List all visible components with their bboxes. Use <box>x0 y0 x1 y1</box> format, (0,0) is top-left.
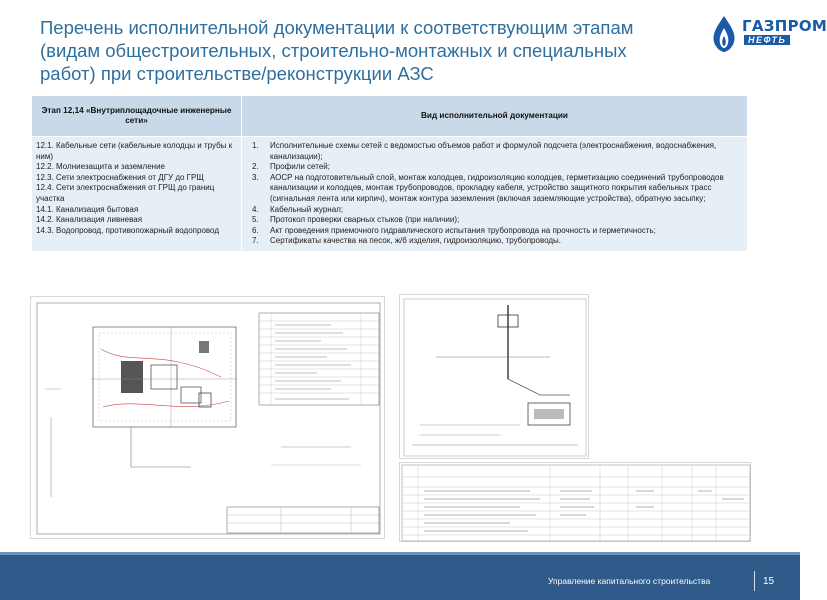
profile-image <box>400 295 590 460</box>
stages-cell <box>32 137 242 252</box>
document-number: 3. <box>252 172 259 182</box>
slide-title <box>40 16 680 85</box>
document-text: Сертификаты качества на песок, ж/б изделия, гидроизоляцию, трубопроводы. <box>270 236 562 246</box>
flame-icon <box>706 14 742 54</box>
stage-item: 12.2. Молниезащита и заземление <box>36 162 165 172</box>
site-plan-drawing <box>30 296 385 539</box>
profile-drawing <box>399 294 589 459</box>
logo-line-1: ГАЗПРОМ <box>742 17 827 35</box>
stage-item: 12.1. Кабельные сети (кабельные колодцы и трубы к ним) <box>36 141 233 161</box>
document-text: Кабельный журнал; <box>270 204 344 214</box>
documents-cell <box>242 137 748 252</box>
stage-item: 14.1. Канализация бытовая <box>36 204 139 214</box>
stage-item: 14.2. Канализация ливневая <box>36 215 143 225</box>
page-number: 15 <box>763 576 775 587</box>
stage-column-header: Этап 12,14 «Внутриплощадочные инженерные сети» <box>32 96 242 137</box>
document-number: 5. <box>252 215 259 225</box>
document-number: 6. <box>252 225 259 235</box>
document-text: Акт проведения приемочного гидравлического испытания трубопровода на прочность и герметичность; <box>270 225 656 235</box>
site-plan-image <box>31 297 386 540</box>
footer-department: Управление капитального строительства <box>548 576 711 586</box>
document-item <box>246 162 743 173</box>
document-item <box>246 215 743 226</box>
document-number: 7. <box>252 236 259 246</box>
footer-accent-band <box>0 552 800 555</box>
document-text: Исполнительные схемы сетей с ведомостью объемов работ и формулой подсчета (электроснабжения, водоснабжения, канализации); <box>270 141 717 161</box>
title-line-1: Перечень исполнительной документации к соответствующим этапам <box>40 17 634 38</box>
documents-list <box>246 141 743 247</box>
stage-item: 14.3. Водопровод, противопожарный водопровод <box>36 225 219 235</box>
cable-journal-drawing <box>399 462 751 542</box>
document-item <box>246 141 743 162</box>
document-item <box>246 205 743 216</box>
cable-journal-image <box>400 463 752 543</box>
title-line-2: (видам общестроительных, строительно-монтажных и специальных <box>40 40 627 61</box>
footer-bar <box>0 552 800 600</box>
document-item <box>246 226 743 237</box>
logo-line-2: НЕФТЬ <box>744 35 790 45</box>
documentation-table <box>31 95 748 252</box>
document-number: 2. <box>252 162 259 172</box>
documents-column-header: Вид исполнительной документации <box>242 96 748 137</box>
document-text: Протокол проверки сварных стыков (при наличии); <box>270 215 460 225</box>
document-text: Профили сетей; <box>270 162 330 172</box>
document-item <box>246 173 743 205</box>
document-number: 4. <box>252 204 259 214</box>
stages-list <box>36 141 237 236</box>
footer-separator <box>754 571 755 591</box>
title-line-3: работ) при строительстве/реконструкции АЗС <box>40 63 434 84</box>
document-item <box>246 236 743 247</box>
document-number: 1. <box>252 141 259 150</box>
stage-item: 12.4. Сети электроснабжения от ГРЩ до границ участка <box>36 183 215 203</box>
gazprom-neft-logo <box>706 14 827 54</box>
stage-item: 12.3. Сети электроснабжения от ДГУ до ГРЩ <box>36 172 204 182</box>
document-text: АОСР на подготовительный слой, монтаж колодцев, гидроизоляцию колодцев, герметизацию соединений трубопроводов канализации и колодцев, монтаж трубопроводов, прокладку кабеля, устройство защитного покрытия кабельных трасс (сигнальная лента или кирпич), монтаж контура заземления (включая заземляющие устройства), обратную засыпку; <box>270 172 724 203</box>
